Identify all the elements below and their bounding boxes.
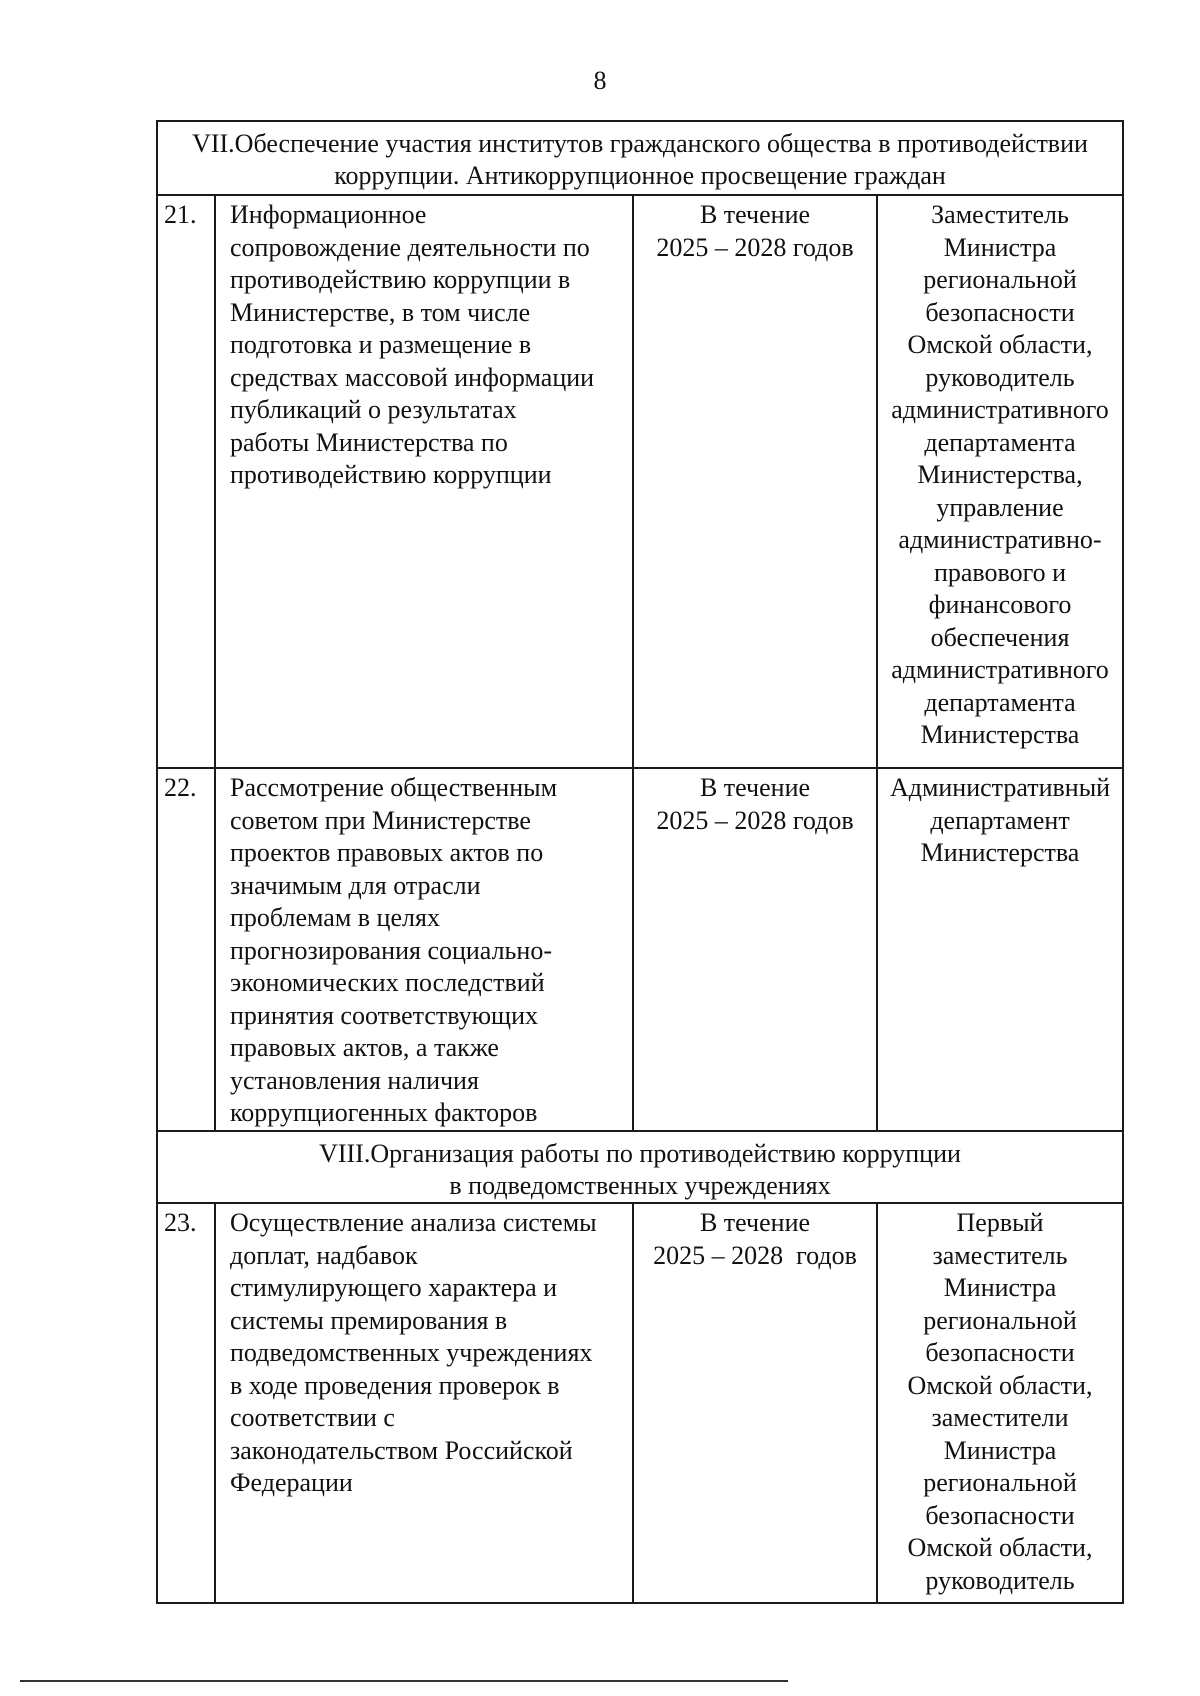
action-line: противодействию коррупции в (230, 265, 571, 294)
section-title (157, 1131, 1123, 1203)
table-row (157, 195, 1123, 768)
action-cell (215, 1203, 633, 1603)
action-line: проектов правовых актов по (230, 838, 544, 867)
action-line: экономических последствий (230, 968, 545, 997)
responsible-line: руководитель (925, 1565, 1075, 1595)
responsible-line: Министерства (920, 720, 1080, 749)
responsible-line: управление (936, 492, 1064, 522)
responsible-line: руководитель (925, 362, 1075, 392)
responsible-line: безопасности (925, 1338, 1075, 1367)
responsible-line: административно- (898, 525, 1102, 554)
responsible-line: Омской области, (907, 1370, 1093, 1400)
action-line: коррупциогенных факторов (230, 1098, 538, 1127)
action-line: Осуществление анализа системы (230, 1208, 597, 1237)
responsible-line: департамента (924, 687, 1076, 717)
table-row (157, 1203, 1123, 1603)
page-number: 8 (593, 66, 607, 95)
measures-table (156, 120, 1124, 1604)
action-line: Рассмотрение общественным (230, 773, 558, 802)
responsible-line: безопасности (925, 297, 1075, 327)
responsible-line: Первый (956, 1208, 1044, 1237)
action-line: Федерации (230, 1468, 353, 1497)
section-header-row (157, 121, 1123, 195)
responsible-line: департамента (924, 427, 1076, 457)
responsible-line: департамент (930, 805, 1070, 835)
responsible-line: административного (891, 395, 1109, 424)
responsible-line: обеспечения (930, 622, 1070, 652)
responsible-line: Заместитель (931, 200, 1069, 229)
term-cell (633, 195, 877, 768)
action-line: установления наличия (230, 1065, 479, 1095)
action-line: Информационное (230, 200, 427, 229)
action-line: средствах массовой информации (230, 362, 595, 392)
responsible-line: Министра (943, 232, 1057, 262)
action-line: в ходе проведения проверок в (230, 1370, 560, 1400)
action-line: значимым для отрасли (230, 870, 481, 900)
responsible-line: Омской области, (907, 1533, 1093, 1562)
section-title (157, 121, 1123, 195)
responsible-line: региональной (923, 265, 1077, 294)
row-number: 21. (157, 195, 215, 768)
section-title-line: коррупции. Антикоррупционное просвещение граждан (334, 161, 946, 190)
responsible-line: Министра (943, 1273, 1057, 1302)
responsible-line: заместитель (932, 1240, 1068, 1270)
term-line: В течение (699, 1208, 811, 1237)
term-line: 2025 – 2028 годов (656, 232, 854, 262)
section-title-line: VII.Обеспечение участия институтов гражданского общества в противодействии (192, 129, 1088, 158)
action-line: подведомственных учреждениях (230, 1338, 593, 1367)
responsible-line: региональной (923, 1305, 1077, 1335)
action-line: правовых актов, а также (230, 1033, 499, 1062)
action-line: проблемам в целях (230, 903, 440, 932)
action-line: работы Министерства по (230, 427, 508, 457)
action-cell (215, 768, 633, 1131)
responsible-line: региональной (923, 1468, 1077, 1497)
term-line: 2025 – 2028 годов (653, 1240, 857, 1270)
action-line: подготовка и размещение в (230, 330, 532, 359)
action-line: доплат, надбавок (230, 1240, 418, 1270)
action-line: противодействию коррупции (230, 460, 552, 489)
responsible-cell (877, 768, 1123, 1131)
responsible-line: Омской области, (907, 330, 1093, 359)
row-number: 22. (157, 768, 215, 1131)
responsible-line: Министерства (920, 838, 1080, 867)
section-title-line: в подведомственных учреждениях (449, 1171, 831, 1200)
table-row (157, 768, 1123, 1131)
action-line: сопровождение деятельности по (230, 232, 590, 262)
bottom-rule (20, 1680, 788, 1682)
responsible-cell (877, 1203, 1123, 1603)
action-line: системы премирования в (230, 1305, 508, 1335)
action-line: публикаций о результатах (230, 395, 517, 424)
action-line: принятия соответствующих (230, 1000, 538, 1030)
term-line: В течение (699, 200, 811, 229)
action-line: стимулирующего характера и (230, 1273, 558, 1302)
responsible-cell (877, 195, 1123, 768)
responsible-line: заместители (931, 1403, 1069, 1432)
term-cell (633, 1203, 877, 1603)
term-line: В течение (699, 773, 811, 802)
responsible-line: безопасности (925, 1500, 1075, 1530)
responsible-line: административного (891, 655, 1109, 684)
action-line: законодательством Российской (230, 1435, 573, 1465)
action-line: советом при Министерстве (230, 805, 531, 835)
section-title-line: VIII.Организация работы по противодействию коррупции (319, 1139, 961, 1168)
term-cell (633, 768, 877, 1131)
responsible-line: правового и (933, 557, 1067, 587)
action-cell (215, 195, 633, 768)
responsible-line: финансового (928, 590, 1072, 619)
responsible-line: Административный (889, 773, 1111, 802)
section-header-row (157, 1131, 1123, 1203)
responsible-line: Министра (943, 1435, 1057, 1465)
action-line: прогнозирования социально- (230, 935, 552, 965)
row-number: 23. (157, 1203, 215, 1603)
responsible-line: Министерства, (917, 460, 1083, 489)
action-line: соответствии с (230, 1403, 395, 1432)
term-line: 2025 – 2028 годов (656, 805, 854, 835)
action-line: Министерстве, в том числе (230, 297, 531, 327)
